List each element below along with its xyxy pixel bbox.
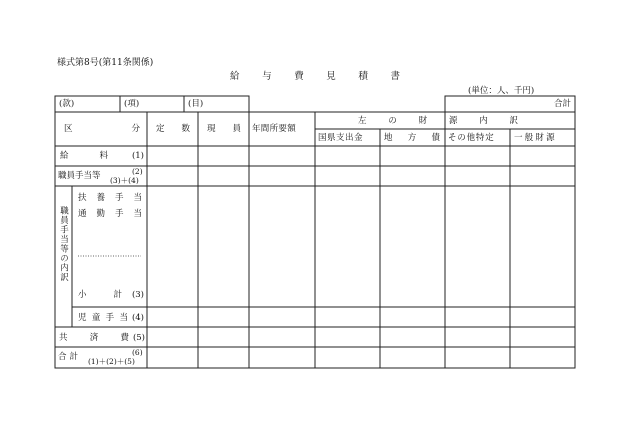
item-char: 当: [133, 193, 142, 203]
row-char: 済: [89, 333, 99, 343]
header-char: 左: [358, 116, 367, 126]
header-char: 区: [64, 124, 73, 134]
total-label: 合計: [554, 99, 572, 109]
row-number: (5): [132, 333, 145, 343]
row-jido: [78, 314, 144, 323]
kou-label: (項): [124, 99, 140, 109]
row-gokei-formula: (1)＋(2)＋(5): [88, 357, 135, 366]
header-zaigen: [358, 117, 518, 126]
item-fuyo: [78, 194, 142, 203]
header-char: の: [388, 116, 397, 126]
header-char: 数: [181, 124, 190, 134]
item-tsukin: [78, 210, 142, 219]
item-char: 手: [114, 193, 124, 203]
row-shokei: [78, 291, 144, 300]
row-char: 計: [69, 352, 78, 362]
breakdown-vertical-label: 職員手当等の内訳: [58, 206, 69, 282]
header-char: 現: [207, 124, 216, 134]
header-char: 源: [448, 116, 458, 126]
header-chihousai: [384, 134, 440, 143]
item-char: 養: [96, 193, 105, 203]
row-char: 手: [105, 313, 115, 323]
row-number: (4): [131, 313, 144, 323]
title-char: 積: [358, 71, 368, 82]
row-char: 児: [78, 313, 87, 323]
header-char: 分: [131, 124, 140, 134]
header-char: 定: [156, 124, 165, 134]
row-char: 料: [99, 151, 108, 161]
item-char: 通: [78, 209, 87, 219]
row-gokei-number: (6): [132, 348, 143, 357]
unit-note: (単位：人、千円): [468, 86, 535, 96]
row-char: 計: [113, 290, 122, 300]
row-char: 合: [58, 352, 67, 362]
row-char: 費: [120, 333, 129, 343]
title-char: 費: [294, 71, 304, 82]
row-number: (3): [131, 290, 144, 300]
title-char: 給: [230, 71, 240, 82]
row-shokuin-number: (2): [132, 167, 143, 176]
row-char: 童: [91, 313, 101, 323]
row-kyosai: [59, 334, 145, 343]
item-char: 手: [114, 209, 124, 219]
header-nenkan: 年間所要額: [252, 124, 297, 134]
item-char: 当: [133, 209, 142, 219]
header-char: 員: [232, 124, 241, 134]
row-gokei-label: [58, 353, 78, 362]
row-kyuryo: [60, 152, 144, 161]
header-char: 地: [384, 133, 393, 143]
header-char: 訳: [509, 116, 518, 126]
row-char: 給: [60, 151, 69, 161]
header-sonota: その他特定: [448, 133, 495, 143]
header-genin: [207, 125, 241, 134]
kan-label: (款): [59, 99, 75, 109]
row-char: 当: [119, 313, 128, 323]
row-number: (1): [131, 151, 144, 161]
title-char: 与: [262, 71, 272, 82]
header-char: 方: [407, 133, 417, 143]
moku-label: (目): [188, 99, 204, 109]
header-char: 財: [418, 116, 428, 126]
row-shokuin-formula: (3)＋(4): [110, 176, 139, 185]
title-char: 書: [390, 71, 400, 82]
header-ippan: 一般財源: [514, 133, 557, 143]
header-char: 債: [431, 133, 440, 143]
header-char: 内: [479, 116, 488, 126]
header-teisu: [156, 125, 190, 134]
item-char: 扶: [78, 193, 87, 203]
item-char: 勤: [96, 209, 105, 219]
title-char: 見: [326, 71, 336, 82]
row-char: 小: [78, 290, 87, 300]
header-kokuken: 国県支出金: [318, 133, 364, 143]
row-char: 共: [59, 333, 68, 343]
form-number: 様式第8号(第11条関係): [57, 58, 154, 68]
row-shokuin-label: 職員手当等: [58, 171, 101, 181]
header-kubun: [64, 125, 140, 134]
